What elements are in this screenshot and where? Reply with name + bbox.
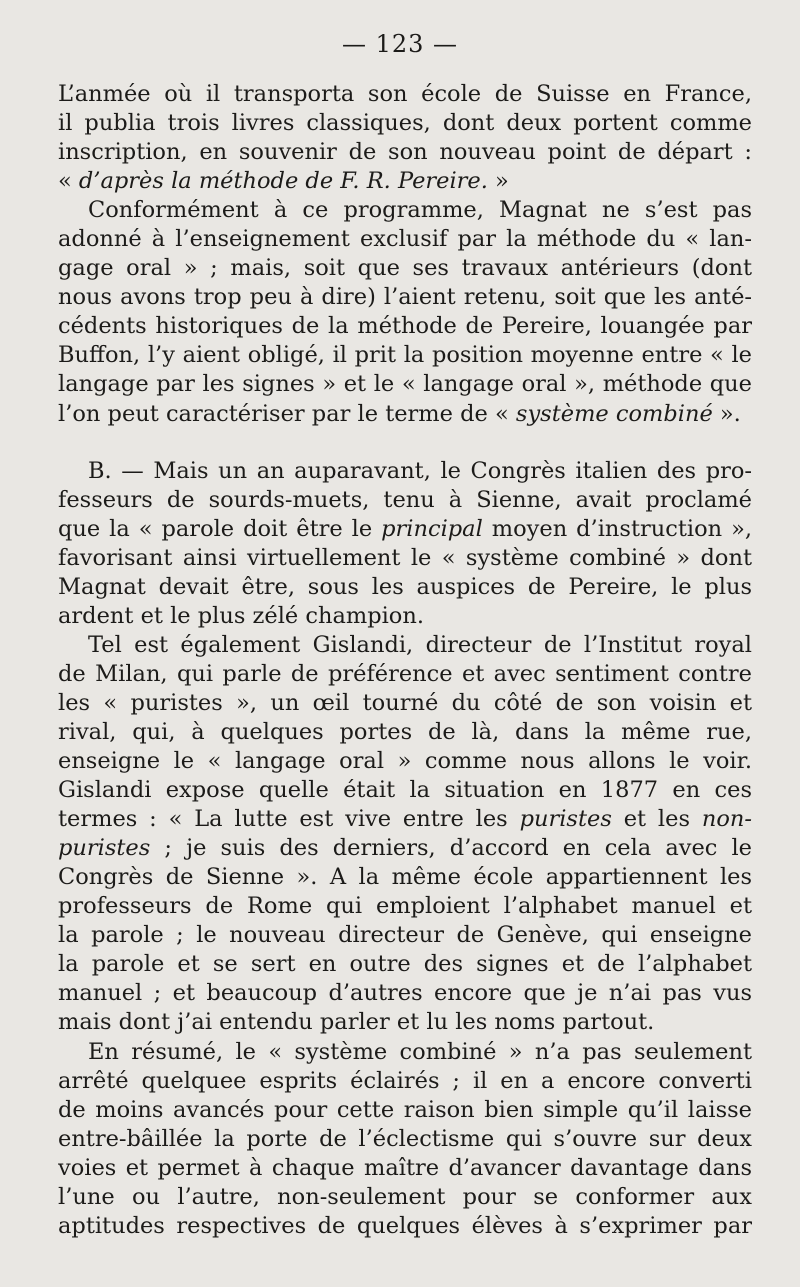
text-line: adonné à l’enseignement exclusif par la méthode du « lan-	[58, 226, 752, 253]
text-run: moyen d’instruction »,	[482, 515, 752, 542]
text-line: cédents historiques de la méthode de Pereire, louangée par	[58, 313, 752, 340]
text-line: professeurs de Rome qui emploient l’alphabet manuel et	[58, 893, 752, 920]
paragraph-2	[58, 196, 752, 428]
text-line: enseigne le « langage oral » comme nous allons le voir.	[58, 748, 752, 775]
text-line: B. — Mais un an auparavant, le Congrès italien des pro-	[88, 457, 752, 484]
text-line	[58, 167, 752, 196]
text-line	[58, 834, 752, 863]
text-line: langage par les signes » et le « langage oral », méthode que	[58, 371, 752, 398]
text-line: Buffon, l’y aient obligé, il prit la position moyenne entre « le	[58, 342, 752, 369]
text-line: entre-bâillée la porte de l’éclectisme qui s’ouvre sur deux	[58, 1125, 752, 1152]
text-line: arrêté quelquee esprits éclairés ; il en a encore converti	[58, 1067, 752, 1094]
italic-run: système combiné	[515, 400, 713, 427]
text-line: la parole et se sert en outre des signes et de l’alphabet	[58, 951, 752, 978]
text-line: fesseurs de sourds-muets, tenu à Sienne, avait proclamé	[58, 486, 752, 513]
text-run: et les	[611, 806, 702, 833]
text-line: inscription, en souvenir de son nouveau point de départ :	[58, 139, 752, 166]
text-line: de Milan, qui parle de préférence et avec sentiment contre	[58, 660, 752, 687]
text-line	[58, 400, 752, 429]
text-run: »	[487, 168, 509, 195]
text-line: nous avons trop peu à dire) l’aient retenu, soit que les anté-	[58, 284, 752, 311]
paragraph-1	[58, 80, 752, 196]
text-line: Gislandi expose quelle était la situation en 1877 en ces	[58, 777, 752, 804]
text-line: la parole ; le nouveau directeur de Genève, qui enseigne	[58, 922, 752, 949]
text-line: favorisant ainsi virtuellement le « système combiné » dont	[58, 544, 752, 571]
text-line: Conformément à ce programme, Magnat ne s’est pas	[88, 197, 752, 224]
page-text	[58, 80, 752, 1241]
italic-run: non-	[701, 806, 752, 833]
paragraph-4	[58, 631, 752, 1038]
text-line: voies et permet à chaque maître d’avancer davantage dans	[58, 1154, 752, 1181]
italic-run: d’après la méthode de F. R. Pereire.	[78, 168, 488, 195]
text-run: termes : « La lutte est vive entre les	[58, 806, 520, 833]
text-run: l’on peut caractériser par le terme de «	[58, 400, 516, 427]
paragraph-5	[58, 1038, 752, 1241]
text-line: de moins avancés pour cette raison bien simple qu’il laisse	[58, 1096, 752, 1123]
text-line: Magnat devait être, sous les auspices de Pereire, le plus	[58, 573, 752, 600]
text-run: «	[58, 168, 79, 195]
text-line: En résumé, le « système combiné » n’a pas seulement	[88, 1038, 752, 1065]
page-number: — 123 —	[341, 30, 459, 58]
text-line: manuel ; et beaucoup d’autres encore que je n’ai pas vus	[58, 980, 752, 1007]
italic-run: puristes	[519, 806, 612, 833]
text-run: ».	[712, 400, 741, 427]
text-line: Tel est également Gislandi, directeur de l’Institut royal	[88, 631, 752, 658]
text-line: Congrès de Sienne ». A la même école appartiennent les	[58, 864, 752, 891]
text-line: rival, qui, à quelques portes de là, dans la même rue,	[58, 718, 752, 745]
text-line: aptitudes respectives de quelques élèves à s’exprimer par	[58, 1212, 752, 1239]
text-line: L’anmée où il transporta son école de Suisse en France,	[58, 81, 752, 107]
italic-run: principal	[381, 515, 483, 542]
text-line	[58, 515, 752, 544]
text-line: gage oral » ; mais, soit que ses travaux antérieurs (dont	[58, 255, 752, 282]
text-run: ; je suis des derniers, d’accord en cela avec le	[150, 835, 752, 862]
text-line: mais dont j’ai entendu parler et lu les noms partout.	[58, 1009, 655, 1036]
text-run: que la « parole doit être le	[58, 515, 382, 542]
text-line: les « puristes », un œil tourné du côté de son voisin et	[58, 689, 752, 716]
text-line	[58, 805, 752, 834]
paragraph-3	[58, 457, 752, 631]
section-gap	[58, 429, 752, 457]
text-line: l’une ou l’autre, non-seulement pour se conformer aux	[58, 1183, 752, 1210]
italic-run: puristes	[58, 835, 151, 862]
text-line: ardent et le plus zélé champion.	[58, 602, 424, 629]
text-line: il publia trois livres classiques, dont deux portent comme	[58, 110, 752, 137]
